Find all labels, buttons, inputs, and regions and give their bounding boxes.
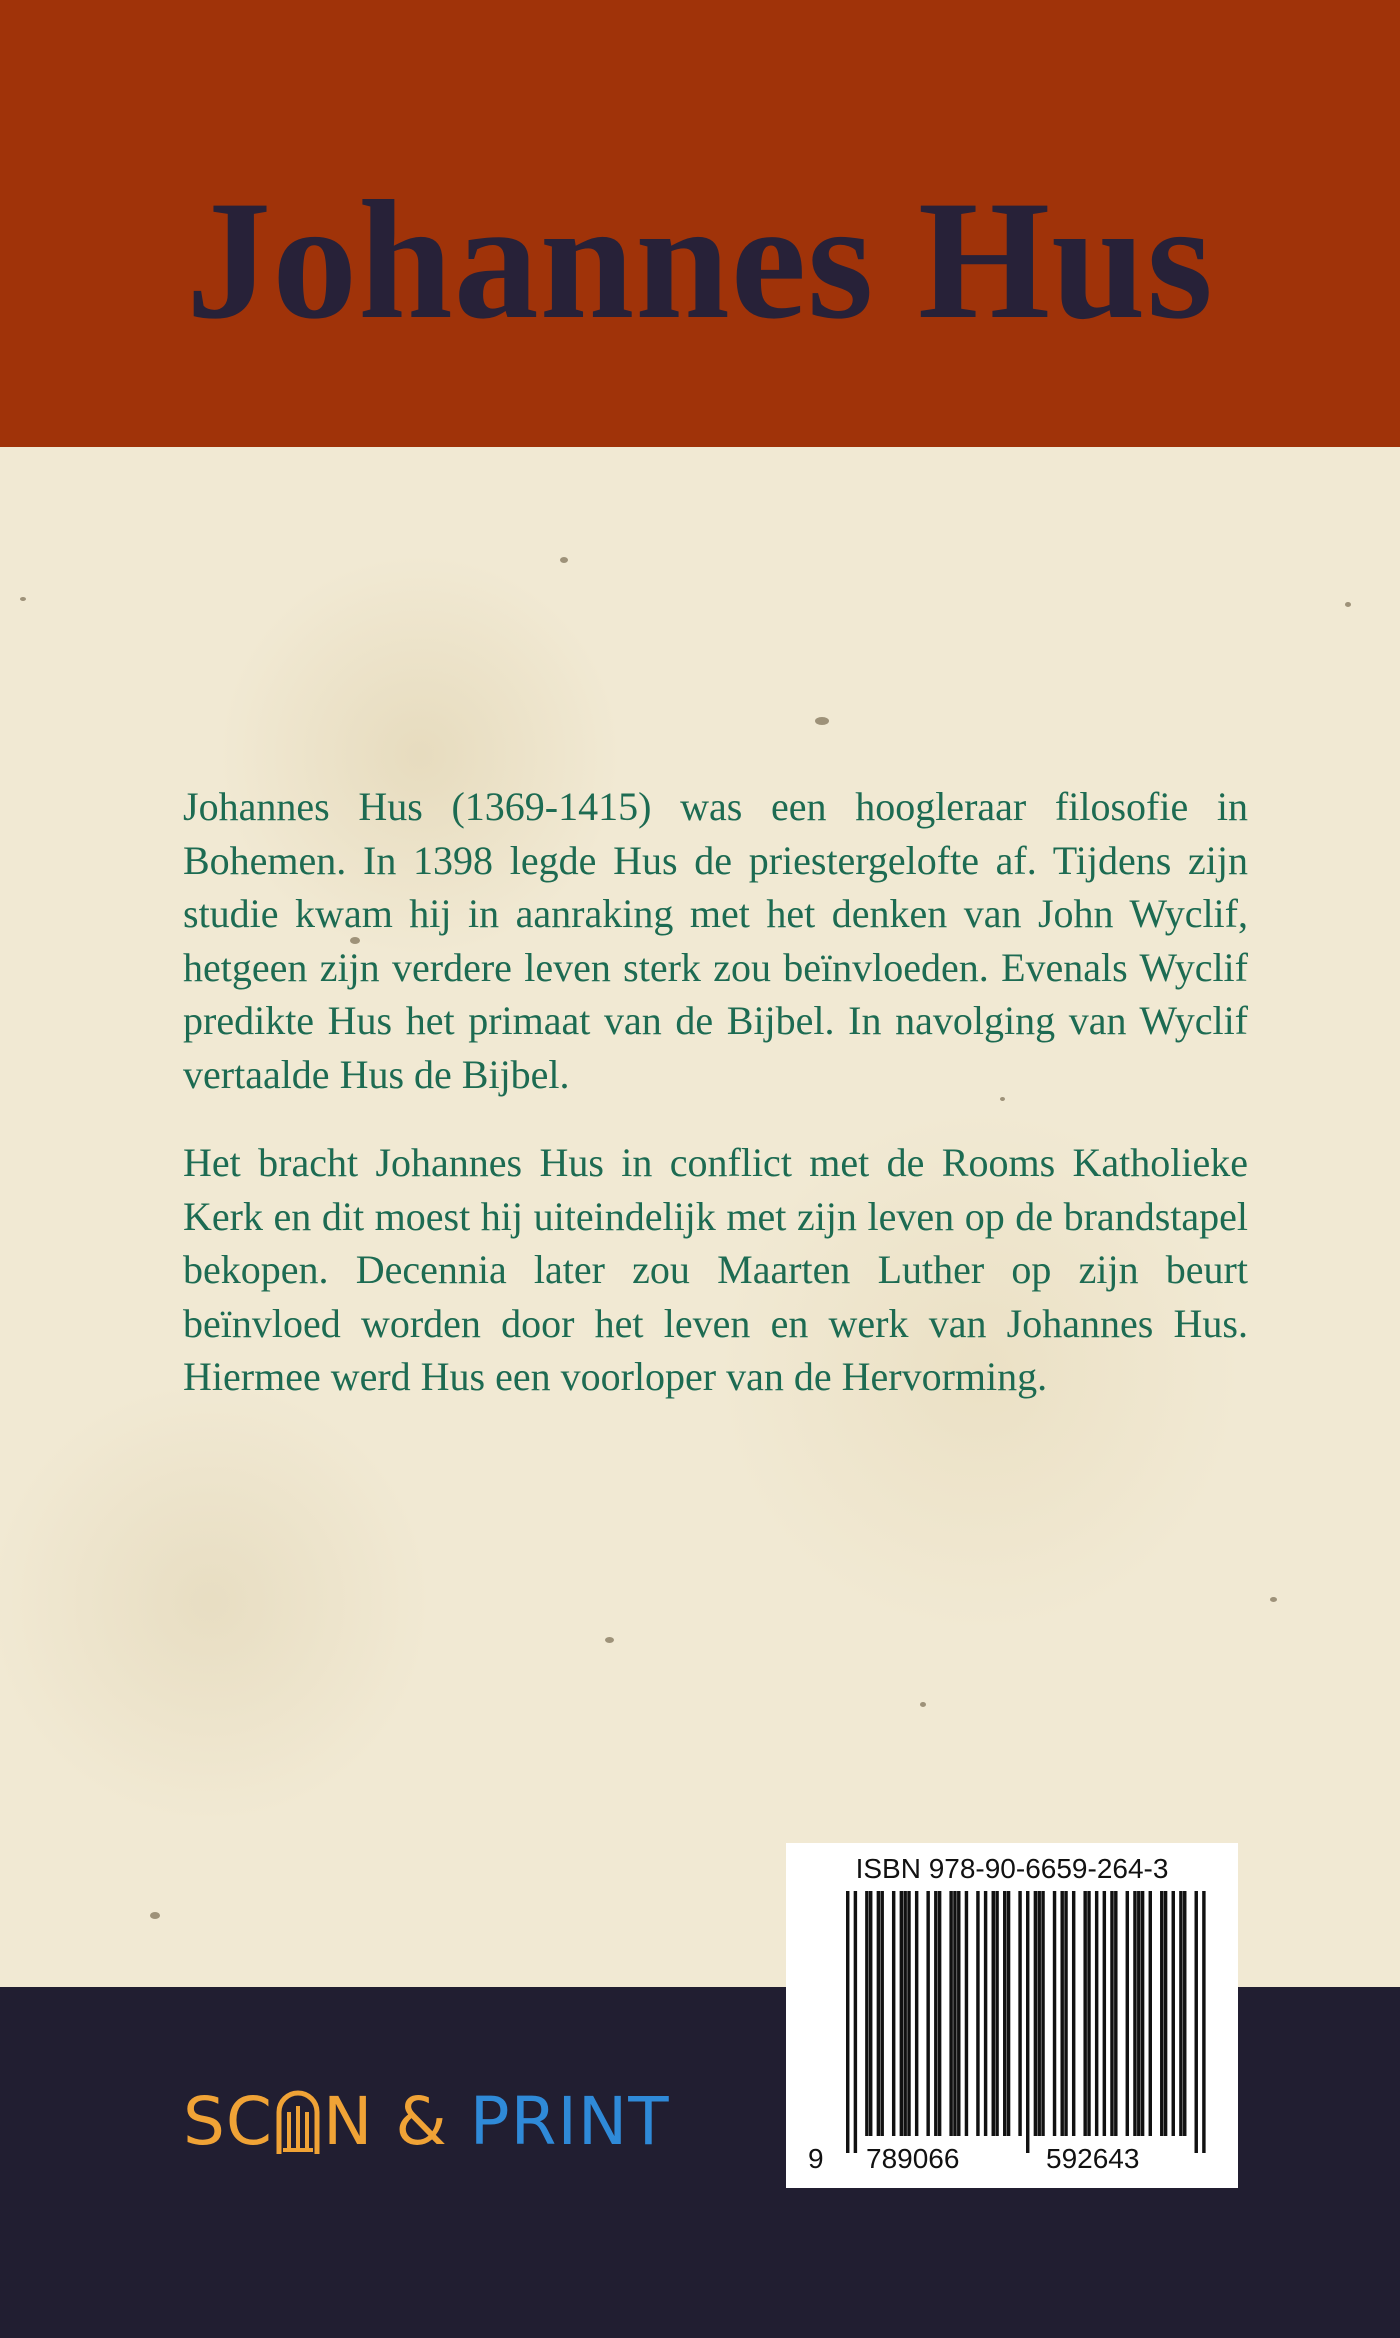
back-cover-blurb	[183, 780, 1248, 1439]
barcode-digits-left: 789066	[866, 2143, 960, 2174]
barcode-bar	[1164, 1891, 1167, 2136]
paper-speck	[560, 557, 568, 563]
logo-text-sc: SC	[183, 2083, 273, 2160]
barcode-bar	[1095, 1891, 1098, 2136]
barcode-bar	[1141, 1891, 1144, 2136]
barcode-bar	[1007, 1891, 1010, 2136]
barcode-bar	[1137, 1891, 1140, 2136]
isbn-label: ISBN 978-90-6659-264-3	[855, 1853, 1169, 1884]
barcode-bar	[1172, 1891, 1175, 2136]
barcode-bars	[786, 1843, 1238, 2188]
barcode-bar	[1041, 1891, 1044, 2136]
barcode-bar	[915, 1891, 918, 2136]
barcode-bar	[984, 1891, 987, 2136]
logo-text-print: PRINT	[469, 2083, 670, 2160]
barcode-bar	[1183, 1891, 1186, 2136]
barcode-bar	[1126, 1891, 1129, 2136]
barcode-bar	[953, 1891, 956, 2136]
barcode-bar	[995, 1891, 998, 2136]
paper-speck	[150, 1912, 160, 1919]
barcode-digits-right: 592643	[1046, 2143, 1140, 2174]
logo-text-n-amp: N &	[322, 2083, 448, 2160]
barcode-bar	[1060, 1891, 1063, 2136]
barcode-bar	[1110, 1891, 1113, 2136]
barcode-bar	[1018, 1891, 1021, 2136]
barcode-bar	[1087, 1891, 1090, 2136]
barcode-bar	[1003, 1891, 1006, 2136]
barcode-bar	[865, 1891, 868, 2136]
isbn-barcode	[786, 1843, 1238, 2188]
paper-speck	[815, 717, 829, 725]
barcode-bar	[877, 1891, 880, 2136]
barcode-bar	[900, 1891, 903, 2136]
barcode-bar	[1160, 1891, 1163, 2136]
blurb-paragraph-1: Johannes Hus (1369-1415) was een hoogleraar filosofie in Bohemen. In 1398 legde Hus de priestergelofte af. Tijdens zijn studie kwam hij in aanraking met het denken van John Wyclif, hetgeen zijn verdere leven sterk zou beïnvloeden. Evenals Wyclif predikte Hus het primaat van de Bijbel. In navolging van Wyclif vertaalde Hus de Bijbel.	[183, 784, 1248, 1097]
barcode-bar	[903, 1891, 906, 2136]
book-title: Johannes Hus	[186, 166, 1214, 354]
barcode-bar	[1133, 1891, 1136, 2136]
barcode-bar	[1083, 1891, 1086, 2136]
barcode-bar	[965, 1891, 968, 2136]
barcode-bar	[938, 1891, 941, 2136]
barcode-bar	[1103, 1891, 1106, 2136]
barcode-bar	[869, 1891, 872, 2136]
barcode-bar	[957, 1891, 960, 2136]
barcode-bar	[846, 1891, 849, 2153]
paper-speck	[1270, 1597, 1277, 1602]
paper-speck	[1345, 602, 1351, 607]
paper-speck	[20, 597, 26, 601]
barcode-bar	[1064, 1891, 1067, 2136]
barcode-bar	[1072, 1891, 1075, 2136]
arch-bookshelf-icon	[275, 2088, 321, 2154]
barcode-bar	[892, 1891, 895, 2136]
paper-speck	[605, 1637, 614, 1643]
barcode-bar	[880, 1891, 883, 2136]
blurb-paragraph-2: Het bracht Johannes Hus in conflict met de Rooms Katholieke Kerk en dit moest hij uiteindelijk met zijn leven op de brandstapel bekopen. Decennia later zou Maarten Luther op zijn beurt beïnvloed worden door het leven en werk van Johannes Hus. Hiermee werd Hus een voorloper van de Hervorming.	[183, 1140, 1248, 1399]
barcode-digit-lead: 9	[808, 2143, 824, 2174]
paper-speck	[920, 1702, 926, 1707]
barcode-bar	[1037, 1891, 1040, 2136]
barcode-bar	[1053, 1891, 1056, 2136]
barcode-bar	[976, 1891, 979, 2136]
barcode-bar	[1026, 1891, 1029, 2153]
barcode-bar	[1034, 1891, 1037, 2136]
publisher-logo	[183, 2082, 670, 2162]
barcode-bar	[1149, 1891, 1152, 2136]
barcode-bar	[907, 1891, 910, 2136]
barcode-bar	[934, 1891, 937, 2136]
barcode-bar	[1114, 1891, 1117, 2136]
title-band	[0, 0, 1400, 447]
barcode-bar	[992, 1891, 995, 2136]
barcode-bar	[854, 1891, 857, 2153]
barcode-bar	[1195, 1891, 1198, 2153]
barcode-bar	[949, 1891, 952, 2136]
barcode-bar	[1202, 1891, 1205, 2153]
barcode-bar	[926, 1891, 929, 2136]
barcode-bar	[1179, 1891, 1182, 2136]
